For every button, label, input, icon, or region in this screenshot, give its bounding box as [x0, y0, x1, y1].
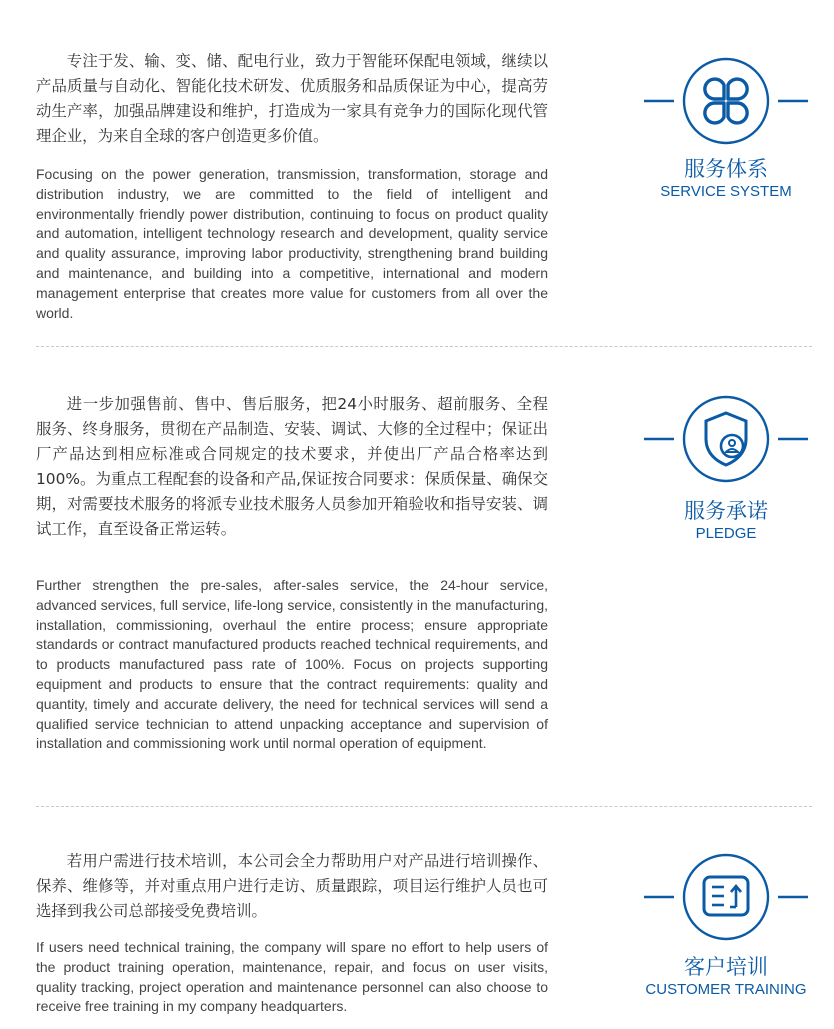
customer-training-text — [36, 849, 548, 1017]
pledge-badge — [640, 393, 812, 543]
section-divider — [36, 346, 812, 347]
pledge-title: 服务承诺 — [684, 499, 768, 523]
pledge-subtitle: PLEDGE — [695, 525, 757, 542]
customer-training-en: If users need technical training, the company will spare no effort to help users of the product training operation, maintenance, repair, and focus on user visits, quality tracking, project operation and maintenance personnel can also choose to receive free training in my company headquarters. — [36, 939, 548, 1015]
service-system-subtitle: SERVICE SYSTEM — [660, 183, 792, 200]
section-divider — [36, 806, 812, 807]
pledge-text — [36, 392, 548, 754]
customer-training-badge — [640, 851, 812, 999]
customer-training-zh: 若用户需进行技术培训，本公司会全力帮助用户对产品进行培训操作、保养、维修等，并对重点用户进行走访、质量跟踪，项目运行维护人员也可选择到我公司总部接受免费培训。 — [36, 852, 548, 920]
service-system-en: Focusing on the power generation, transmission, transformation, storage and distribution industry, we are committed to the field of intelligent and environmentally friendly power distribution, continuing to focus on product quality and automation, intelligent technology research and development, quality service and quality assurance, improving labor productivity, strengthening brand building and maintenance, and building into a competitive, international and modern management enterprise that creates more value for customers from all over the world. — [36, 166, 548, 321]
pledge-zh: 进一步加强售前、售中、售后服务，把24小时服务、超前服务、全程服务、终身服务，贯彻在产品制造、安装、调试、大修的全过程中；保证出厂产品达到相应标准或合同规定的技术要求，并使出厂产品合格率达到100%。为重点工程配套的设备和产品,保证按合同要求：保质保量、确保交期，对需要技术服务的将派专业技术服务人员参加开箱验收和指导安装、调试工作，直至设备正常运转。 — [36, 395, 548, 538]
service-system-badge — [640, 55, 812, 201]
service-system-title: 服务体系 — [684, 157, 768, 181]
service-system-zh: 专注于发、输、变、储、配电行业，致力于智能环保配电领域，继续以产品质量与自动化、智能化技术研发、优质服务和品质保证为中心，提高劳动生产率，加强品牌建设和维护，打造成为一家具有竞争力的国际化现代管理企业，为来自全球的客户创造更多价值。 — [36, 52, 548, 145]
customer-training-subtitle: CUSTOMER TRAINING — [645, 981, 807, 998]
pledge-en: Further strengthen the pre-sales, after-sales service, the 24-hour service, advanced services, full service, life-long service, consistently in the manufacturing, installation, commissioning, overhaul the entire process; ensure appropriate standards or contract manufactured products reached technical requirements, and to products manufactured pass rate of 100%. Focus on projects supporting equipment and products to ensure that the contract requirements: quality and quantity, timely and accurate delivery, the need for technical services will send a qualified service technician to attend unpacking acceptance and supervision of installation and commissioning work until normal operation of equipment. — [36, 577, 548, 752]
training-document-icon — [640, 851, 812, 943]
customer-training-title: 客户培训 — [684, 955, 768, 979]
shield-user-icon — [640, 393, 812, 485]
service-system-text — [36, 49, 548, 323]
service-system-icon — [640, 55, 812, 147]
